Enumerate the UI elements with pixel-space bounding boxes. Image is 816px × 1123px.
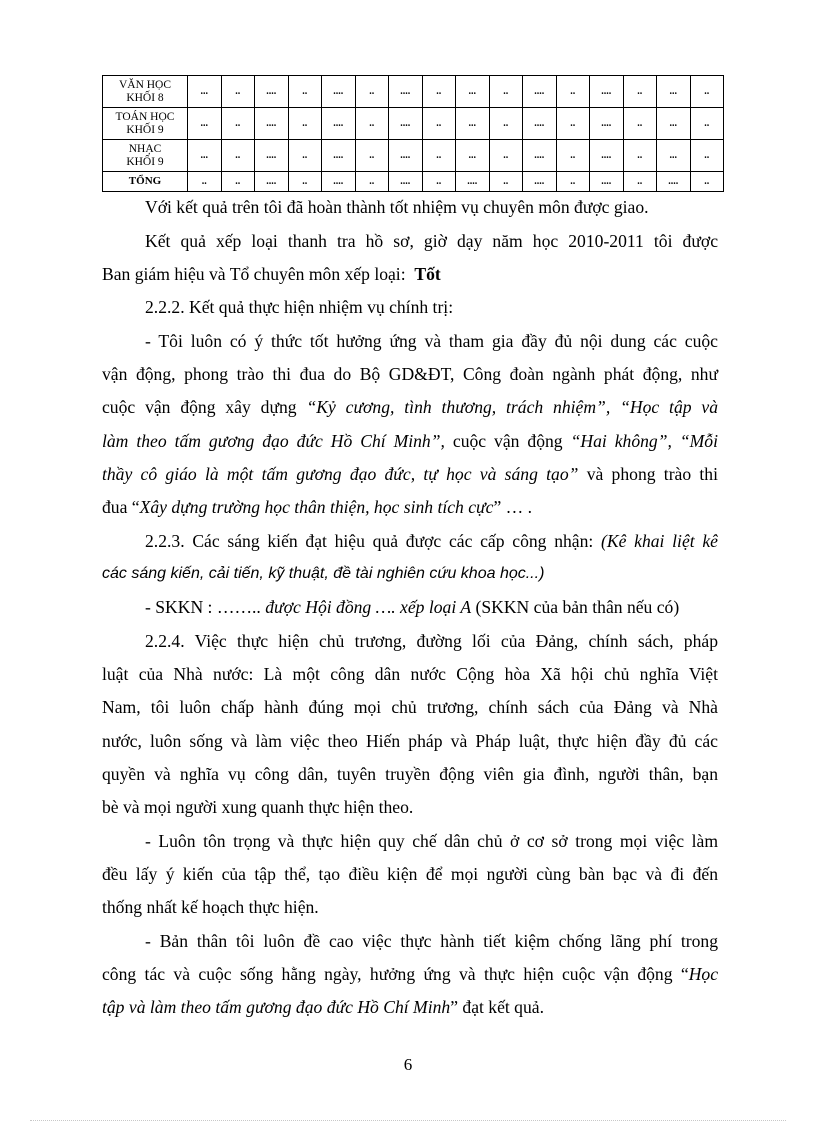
table-cell: ..: [623, 172, 657, 192]
table-cell: ....: [389, 108, 423, 140]
table-cell: ..: [221, 172, 255, 192]
table-cell: ....: [456, 172, 490, 192]
table-cell: ....: [523, 172, 557, 192]
table-cell: ....: [590, 76, 624, 108]
table-cell: ..: [288, 76, 322, 108]
row-label: [103, 140, 188, 172]
table-cell: ..: [690, 140, 724, 172]
table-cell: ....: [523, 108, 557, 140]
table-cell: ..: [355, 140, 389, 172]
sec224-line1: 2.2.4. Việc thực hiện chủ trương, đường lối của Đảng, chính sách, pháp: [145, 631, 718, 651]
paragraph-rating-line2: Ban giám hiệu và Tổ chuyên môn xếp loại: Tốt: [102, 264, 441, 284]
thrift-line1: - Bản thân tôi luôn đề cao việc thực hành tiết kiệm chống lãng phí trong: [145, 931, 718, 951]
paragraph-rating-line1: Kết quả xếp loại thanh tra hồ sơ, giờ dạy năm học 2010-2011 tôi được: [145, 231, 718, 251]
sec222-line1: - Tôi luôn có ý thức tốt hưởng ứng và tham gia đầy đủ nội dung các cuộc: [145, 331, 718, 351]
table-cell: ..: [690, 172, 724, 192]
rating-value: Tốt: [414, 264, 441, 284]
table-cell: ..: [422, 172, 456, 192]
sec223-note: các sáng kiến, cải tiến, kỹ thuật, đề tài nghiên cứu khoa học...): [102, 565, 545, 582]
table-cell: ....: [322, 172, 356, 192]
row-label-line2: KHỐI 9: [126, 155, 164, 168]
table-cell: ..: [221, 108, 255, 140]
democracy-line1: - Luôn tôn trọng và thực hiện quy chế dân chủ ở cơ sở trong mọi việc làm: [145, 831, 718, 851]
sec224-line6: bè và mọi người xung quanh thực hiện theo.: [102, 797, 414, 817]
table-cell: ....: [322, 76, 356, 108]
row-label-line2: KHỐI 8: [126, 91, 164, 104]
table-cell: ..: [188, 172, 222, 192]
paragraph-result: Với kết quả trên tôi đã hoàn thành tốt nhiệm vụ chuyên môn được giao.: [145, 197, 649, 217]
row-label-line1: TOÁN HỌC: [115, 111, 175, 123]
table-cell: ..: [288, 140, 322, 172]
skkn-line: - SKKN : …….. được Hội đồng …. xếp loại A (SKKN của bản thân nếu có): [145, 597, 680, 617]
row-label: [103, 108, 188, 140]
table-cell: ....: [255, 108, 289, 140]
table-cell: ....: [255, 140, 289, 172]
table-cell: ..: [489, 172, 523, 192]
table-cell: ..: [422, 76, 456, 108]
table-cell: ..: [422, 140, 456, 172]
total-row: [103, 172, 724, 192]
table-cell: ..: [489, 140, 523, 172]
page-bottom-divider: [30, 1120, 786, 1121]
table-cell: ....: [523, 140, 557, 172]
table-cell: ....: [389, 172, 423, 192]
table-cell: ..: [556, 76, 590, 108]
row-label-line1: VĂN HỌC: [118, 79, 172, 91]
table-cell: ...: [456, 108, 490, 140]
sec222-line6: đua “Xây dựng trường học thân thiện, học sinh tích cực” … .: [102, 497, 533, 517]
table-row: [103, 76, 724, 108]
table-cell: ...: [456, 140, 490, 172]
sec224-line2: luật của Nhà nước: Là một công dân nước Cộng hòa Xã hội chủ nghĩa Việt: [102, 664, 718, 684]
sec224-line3: Nam, tôi luôn chấp hành đúng mọi chủ trương, chính sách của Đảng và Nhà: [102, 697, 718, 717]
table-cell: ....: [590, 140, 624, 172]
table-cell: ..: [623, 76, 657, 108]
democracy-line3: thống nhất kế hoạch thực hiện.: [102, 897, 319, 917]
table-cell: ..: [489, 108, 523, 140]
table-cell: ..: [355, 108, 389, 140]
row-label-line2: KHỐI 9: [126, 123, 164, 136]
table-cell: ....: [590, 108, 624, 140]
table-cell: ..: [556, 140, 590, 172]
table-cell: ..: [690, 108, 724, 140]
table-cell: ....: [590, 172, 624, 192]
table-cell: ..: [556, 172, 590, 192]
sec224-line5: quyền và nghĩa vụ công dân, tuyên truyền động viên gia đình, người thân, bạn: [102, 764, 718, 784]
sec222-line2: vận động, phong trào thi đua do Bộ GD&ĐT, Công đoàn ngành phát động, như: [102, 364, 718, 384]
thrift-line2: công tác và cuộc sống hằng ngày, hưởng ứng và thực hiện cuộc vận động “Học: [102, 964, 718, 984]
sec222-line4: làm theo tấm gương đạo đức Hồ Chí Minh”, cuộc vận động “Hai không”, “Mỗi: [102, 431, 718, 451]
total-label: TỔNG: [103, 172, 188, 192]
sec222-line5: thầy cô giáo là một tấm gương đạo đức, tự học và sáng tạo” và phong trào thi: [102, 464, 718, 484]
heading-2-2-3: 2.2.3. Các sáng kiến đạt hiệu quả được các cấp công nhận: (Kê khai liệt kê: [145, 531, 718, 551]
democracy-line2: đều lấy ý kiến của tập thể, tạo điều kiện để mọi người cùng bàn bạc và đi đến: [102, 864, 718, 884]
table-cell: ..: [355, 172, 389, 192]
table-cell: ...: [657, 76, 691, 108]
table-cell: ..: [422, 108, 456, 140]
table-cell: ....: [523, 76, 557, 108]
table-cell: ...: [456, 76, 490, 108]
table-cell: ..: [623, 108, 657, 140]
table-cell: ..: [556, 108, 590, 140]
page-number: 6: [403, 1055, 413, 1074]
table-cell: ..: [690, 76, 724, 108]
sec224-line4: nước, luôn sống và làm việc theo Hiến pháp và Pháp luật, thực hiện đầy đủ các: [102, 731, 718, 751]
table-cell: ...: [657, 140, 691, 172]
heading-2-2-2: 2.2.2. Kết quả thực hiện nhiệm vụ chính trị:: [145, 297, 454, 317]
table-cell: ...: [188, 108, 222, 140]
table-cell: ....: [322, 140, 356, 172]
table-cell: ..: [489, 76, 523, 108]
table-cell: ...: [188, 76, 222, 108]
table-cell: ..: [288, 108, 322, 140]
table-cell: ..: [221, 140, 255, 172]
sec222-line3: cuộc vận động xây dựng “Kỷ cương, tình thương, trách nhiệm”, “Học tập và: [102, 397, 718, 417]
table-cell: ....: [255, 76, 289, 108]
table-cell: ....: [322, 108, 356, 140]
table-cell: ..: [623, 140, 657, 172]
table-cell: ..: [221, 76, 255, 108]
score-table: [102, 75, 724, 192]
table-row: [103, 108, 724, 140]
table-cell: ..: [355, 76, 389, 108]
table-cell: ...: [188, 140, 222, 172]
row-label-line1: NHẠC: [128, 143, 162, 155]
table-cell: ....: [389, 140, 423, 172]
table-cell: ....: [255, 172, 289, 192]
row-label: [103, 76, 188, 108]
table-cell: ..: [288, 172, 322, 192]
table-cell: ....: [389, 76, 423, 108]
table-row: [103, 140, 724, 172]
thrift-line3: tập và làm theo tấm gương đạo đức Hồ Chí Minh” đạt kết quả.: [102, 997, 544, 1017]
table-cell: ....: [657, 172, 691, 192]
table-cell: ...: [657, 108, 691, 140]
